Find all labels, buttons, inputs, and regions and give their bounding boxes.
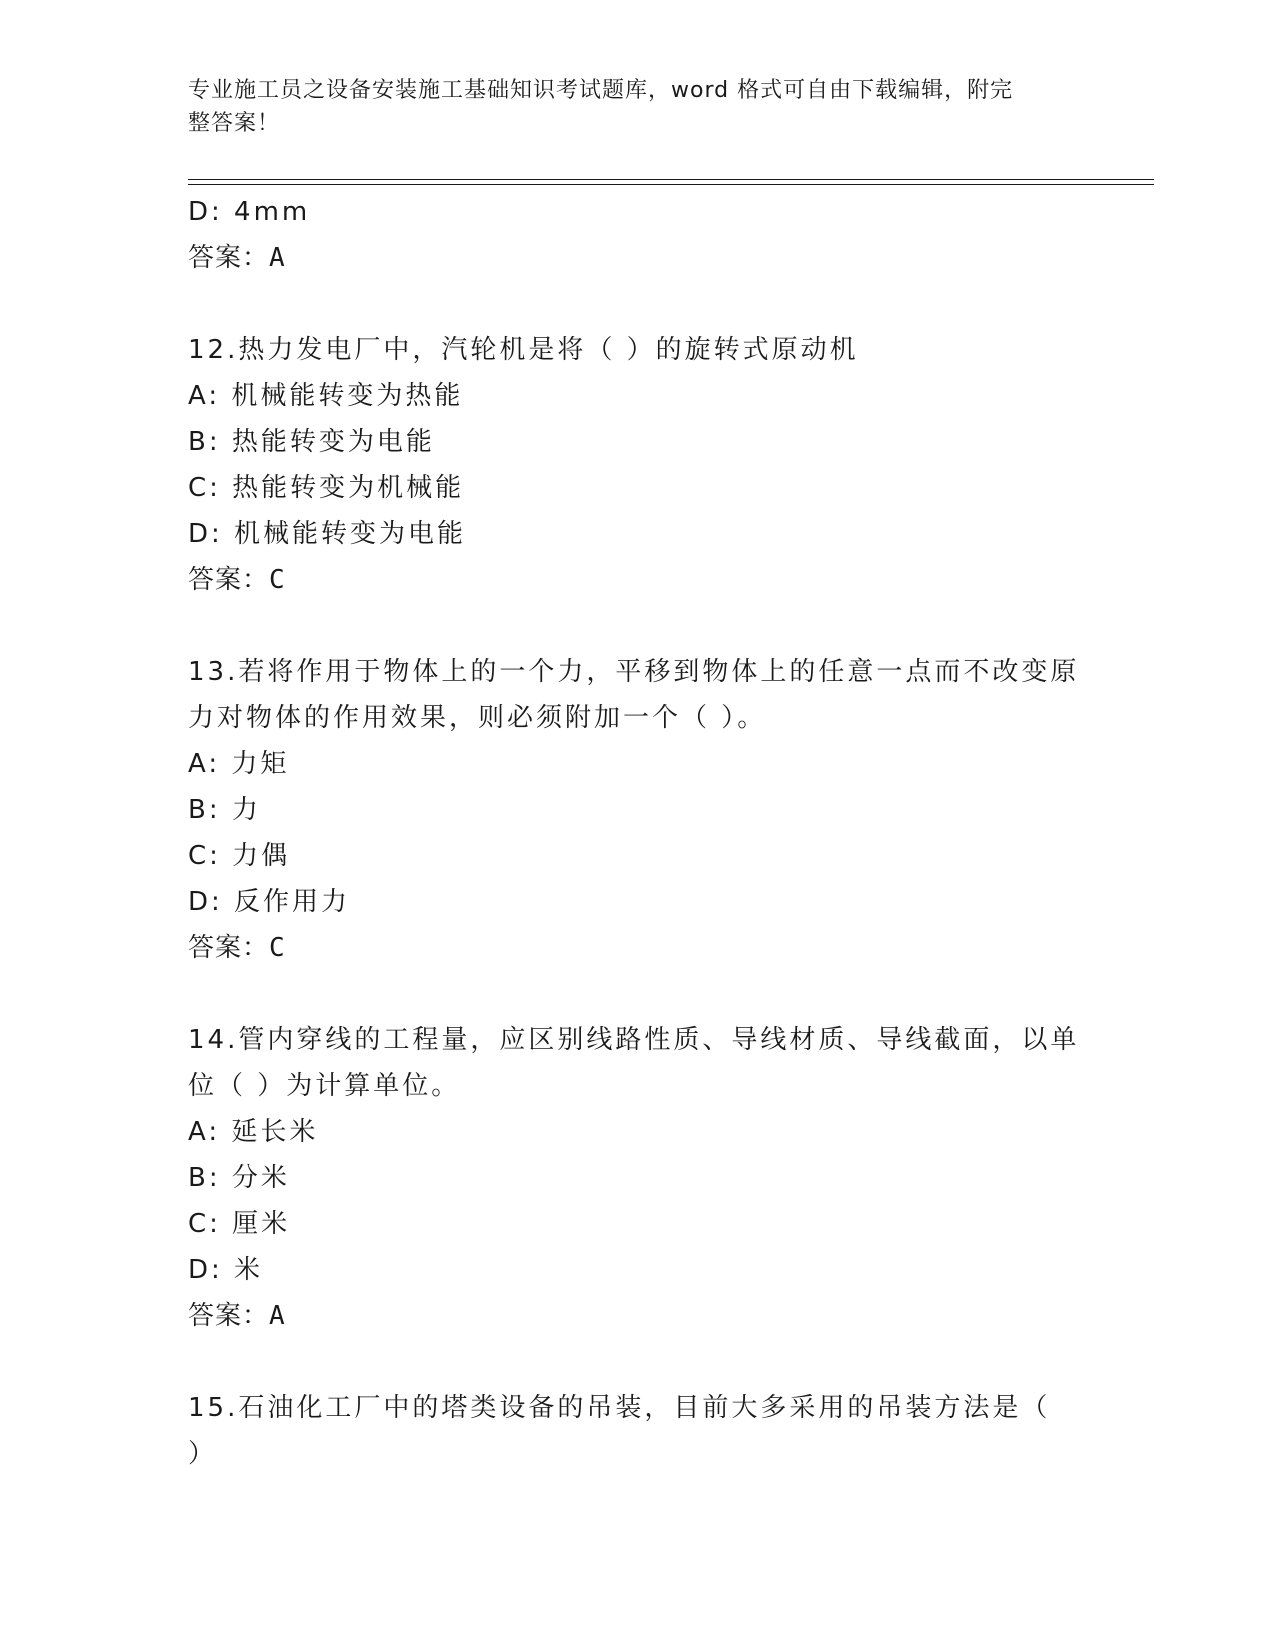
answer [188, 557, 1088, 603]
question-stem-line-1: 13.若将作用于物体上的一个力，平移到物体上的任意一点而不改变原 [188, 657, 1080, 687]
question-13 [188, 649, 1088, 971]
option-d: D: 米 [188, 1255, 264, 1285]
answer-label: 答案： [188, 933, 270, 963]
question-14 [188, 1017, 1088, 1339]
question-stem-line-1: 15.石油化工厂中的塔类设备的吊装，目前大多采用的吊装方法是（ [188, 1393, 1051, 1423]
answer-label: 答案： [188, 1301, 270, 1331]
question-12 [188, 327, 1088, 603]
option-a: A: 力矩 [188, 749, 290, 779]
question-stem: 12.热力发电厂中，汽轮机是将（ ）的旋转式原动机 [188, 335, 859, 365]
option-a: A: 机械能转变为热能 [188, 381, 464, 411]
header-divider-bottom [188, 184, 1154, 185]
answer-value: C [269, 565, 286, 595]
spacer [188, 281, 1088, 327]
answer-label: 答案： [188, 243, 270, 273]
prev-answer [188, 235, 1088, 281]
option-a: A: 延长米 [188, 1117, 319, 1147]
option-d: D: 反作用力 [188, 887, 351, 917]
prev-option-d: D: 4mm [188, 197, 311, 227]
option-b: B: 力 [188, 795, 261, 825]
option-c: C: 热能转变为机械能 [188, 473, 465, 503]
question-stem-line-2: ） [188, 1439, 218, 1469]
header-divider-top [188, 179, 1154, 180]
question-stem-line-2: 力对物体的作用效果，则必须附加一个（ ）。 [188, 703, 767, 733]
answer [188, 1293, 1088, 1339]
answer-label: 答案： [188, 565, 270, 595]
option-b: B: 分米 [188, 1163, 290, 1193]
question-stem-line-2: 位（ ）为计算单位。 [188, 1071, 461, 1101]
page-header [188, 74, 1068, 140]
question-15 [188, 1385, 1088, 1477]
header-line-2: 整答案！ [188, 111, 281, 136]
answer-value: A [269, 1301, 286, 1331]
option-b: B: 热能转变为电能 [188, 427, 435, 457]
question-content [188, 189, 1088, 1477]
spacer [188, 603, 1088, 649]
question-stem-line-1: 14.管内穿线的工程量，应区别线路性质、导线材质、导线截面，以单 [188, 1025, 1080, 1055]
answer-value: C [269, 933, 286, 963]
header-line-1: 专业施工员之设备安装施工基础知识考试题库，word 格式可自由下载编辑，附完 [188, 78, 1014, 103]
answer [188, 925, 1088, 971]
option-c: C: 厘米 [188, 1209, 291, 1239]
option-c: C: 力偶 [188, 841, 291, 871]
answer-value: A [269, 243, 286, 273]
spacer [188, 1339, 1088, 1385]
option-d: D: 机械能转变为电能 [188, 519, 467, 549]
spacer [188, 971, 1088, 1017]
